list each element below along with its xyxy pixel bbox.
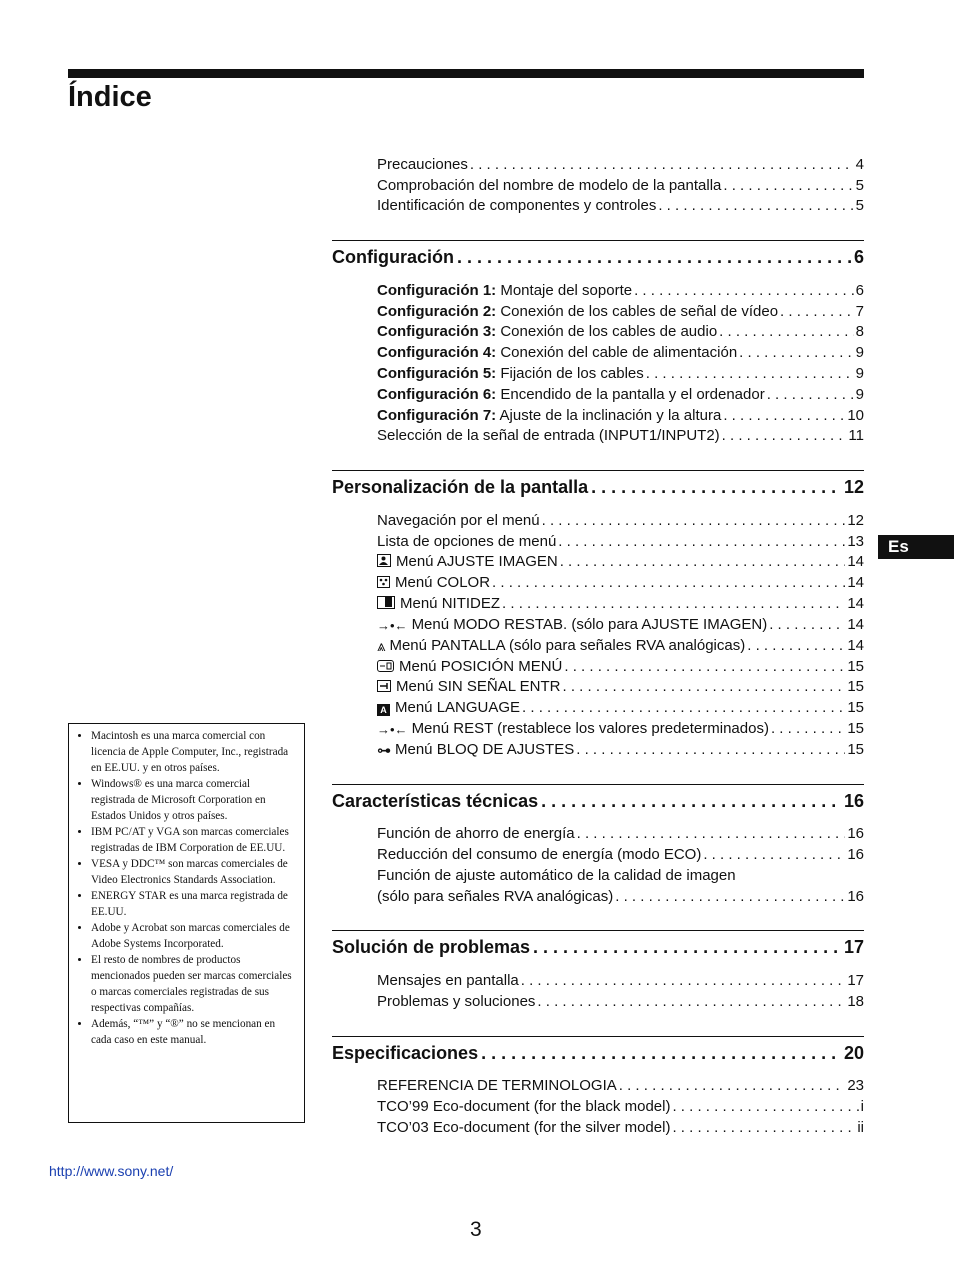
- section-personalizacion[interactable]: Personalización de la pantalla . . . 12: [332, 470, 864, 501]
- reset-icon: →•←: [377, 618, 408, 633]
- toc-item-config-4[interactable]: Configuración 4: Conexión del cable de alimentación . . . 9: [377, 343, 864, 363]
- toc-item-tco03[interactable]: TCO’03 Eco-document (for the silver model) . . . ii: [377, 1118, 864, 1138]
- page-title: Índice: [68, 81, 152, 113]
- toc-item-config-7[interactable]: Configuración 7: Ajuste de la inclinación y la altura . . . 10: [377, 406, 864, 426]
- menu-position-icon: [377, 660, 394, 672]
- trademark-item: • ENERGY STAR es una marca registrada de EE.UU.: [91, 888, 296, 920]
- toc-item-color[interactable]: Menú COLOR . . . 14: [377, 573, 864, 593]
- toc-item-ahorro-energia[interactable]: Función de ahorro de energía . . . 16: [377, 824, 864, 844]
- toc-item-problemas[interactable]: Problemas y soluciones . . . 18: [377, 992, 864, 1012]
- toc-item-rest[interactable]: →•← Menú REST (restablece los valores predeterminados) . . . 15: [377, 719, 864, 739]
- title-rule: [68, 69, 864, 78]
- trademark-item: • VESA y DDC™ son marcas comerciales de Video Electronics Standards Association.: [91, 856, 296, 888]
- page-number: 3: [470, 1218, 482, 1241]
- screen-icon: ⩓: [377, 638, 386, 655]
- toc-item-posicion-menu[interactable]: Menú POSICIÓN MENÚ . . . 15: [377, 657, 864, 677]
- color-icon: [377, 576, 390, 588]
- toc-item-auto-adjust-line1[interactable]: Función de ajuste automático de la calidad de imagen: [377, 867, 736, 884]
- key-lock-icon: ⊶: [377, 742, 391, 758]
- toc-item-bloq-ajustes[interactable]: ⊶ Menú BLOQ DE AJUSTES . . . 15: [377, 740, 864, 760]
- trademark-item: • IBM PC/AT y VGA son marcas comerciales registradas de IBM Corporation de EE.UU.: [91, 824, 296, 856]
- toc-item-language[interactable]: A Menú LANGUAGE . . . 15: [377, 698, 864, 718]
- toc-item-model-check[interactable]: Comprobación del nombre de modelo de la pantalla . . . 5: [377, 176, 864, 196]
- section-especificaciones[interactable]: Especificaciones . . . 20: [332, 1036, 864, 1067]
- section-caracteristicas[interactable]: Características técnicas . . . 16: [332, 784, 864, 815]
- language-tab: Es: [878, 535, 954, 559]
- section-solucion-problemas[interactable]: Solución de problemas . . . 17: [332, 930, 864, 961]
- toc-item-config-2[interactable]: Configuración 2: Conexión de los cables de señal de vídeo . . . 7: [377, 302, 864, 322]
- toc-item-menu-list[interactable]: Lista de opciones de menú . . . 13: [377, 532, 864, 552]
- picture-adjust-icon: [377, 554, 391, 567]
- toc-item-nitidez[interactable]: Menú NITIDEZ . . . 14: [377, 594, 864, 614]
- language-icon: A: [377, 704, 390, 716]
- toc-item-components[interactable]: Identificación de componentes y controles . . . 5: [377, 196, 864, 216]
- toc-item-modo-eco[interactable]: Reducción del consumo de energía (modo ECO) . . . 16: [377, 845, 864, 865]
- toc-item-ajuste-imagen[interactable]: Menú AJUSTE IMAGEN . . . 14: [377, 552, 864, 572]
- toc-item-pantalla[interactable]: ⩓ Menú PANTALLA (sólo para señales RVA analógicas) . . . 14: [377, 636, 864, 656]
- sharpness-icon: [377, 596, 395, 609]
- section-configuracion[interactable]: Configuración . . . 6: [332, 240, 864, 271]
- toc-item-config-6[interactable]: Configuración 6: Encendido de la pantalla y el ordenador . . . 9: [377, 385, 864, 405]
- reset-icon: →•←: [377, 722, 408, 737]
- trademark-item: • Windows® es una marca comercial registrada de Microsoft Corporation en Estados Unidos y otros países.: [91, 776, 296, 824]
- trademark-item: • El resto de nombres de productos mencionados pueden ser marcas comerciales o marcas comerciales registradas de sus respectivas compañías.: [91, 952, 296, 1016]
- trademark-item: • Macintosh es una marca comercial con licencia de Apple Computer, Inc., registrada en EE.UU. y en otros países.: [91, 728, 296, 776]
- no-signal-icon: [377, 680, 391, 692]
- toc-item-terminologia[interactable]: REFERENCIA DE TERMINOLOGIA . . . 23: [377, 1076, 864, 1096]
- toc-item-tco99[interactable]: TCO’99 Eco-document (for the black model) . . . i: [377, 1097, 864, 1117]
- toc-item-sin-senal[interactable]: Menú SIN SEÑAL ENTR . . . 15: [377, 677, 864, 697]
- toc-item-input-select[interactable]: Selección de la señal de entrada (INPUT1/INPUT2) . . . 11: [377, 426, 864, 446]
- toc-item-mensajes[interactable]: Mensajes en pantalla . . . 17: [377, 971, 864, 991]
- trademark-item: • Además, “™” y “®” no se mencionan en cada caso en este manual.: [91, 1016, 296, 1048]
- toc-item-modo-restab[interactable]: →•← Menú MODO RESTAB. (sólo para AJUSTE IMAGEN) . . . 14: [377, 615, 864, 635]
- toc-item-menu-nav[interactable]: Navegación por el menú . . . 12: [377, 511, 864, 531]
- toc-item-config-5[interactable]: Configuración 5: Fijación de los cables . . . 9: [377, 364, 864, 384]
- trademark-item: • Adobe y Acrobat son marcas comerciales de Adobe Systems Incorporated.: [91, 920, 296, 952]
- sony-website-link[interactable]: http://www.sony.net/: [49, 1163, 174, 1179]
- toc-item-config-3[interactable]: Configuración 3: Conexión de los cables de audio . . . 8: [377, 322, 864, 342]
- toc-item-config-1[interactable]: Configuración 1: Montaje del soporte . . . 6: [377, 281, 864, 301]
- trademark-notice-box: [68, 723, 305, 1123]
- toc-item-auto-adjust[interactable]: (sólo para señales RVA analógicas) . . . 16: [377, 887, 864, 907]
- toc-item-precauciones[interactable]: Precauciones . . . 4: [377, 155, 864, 175]
